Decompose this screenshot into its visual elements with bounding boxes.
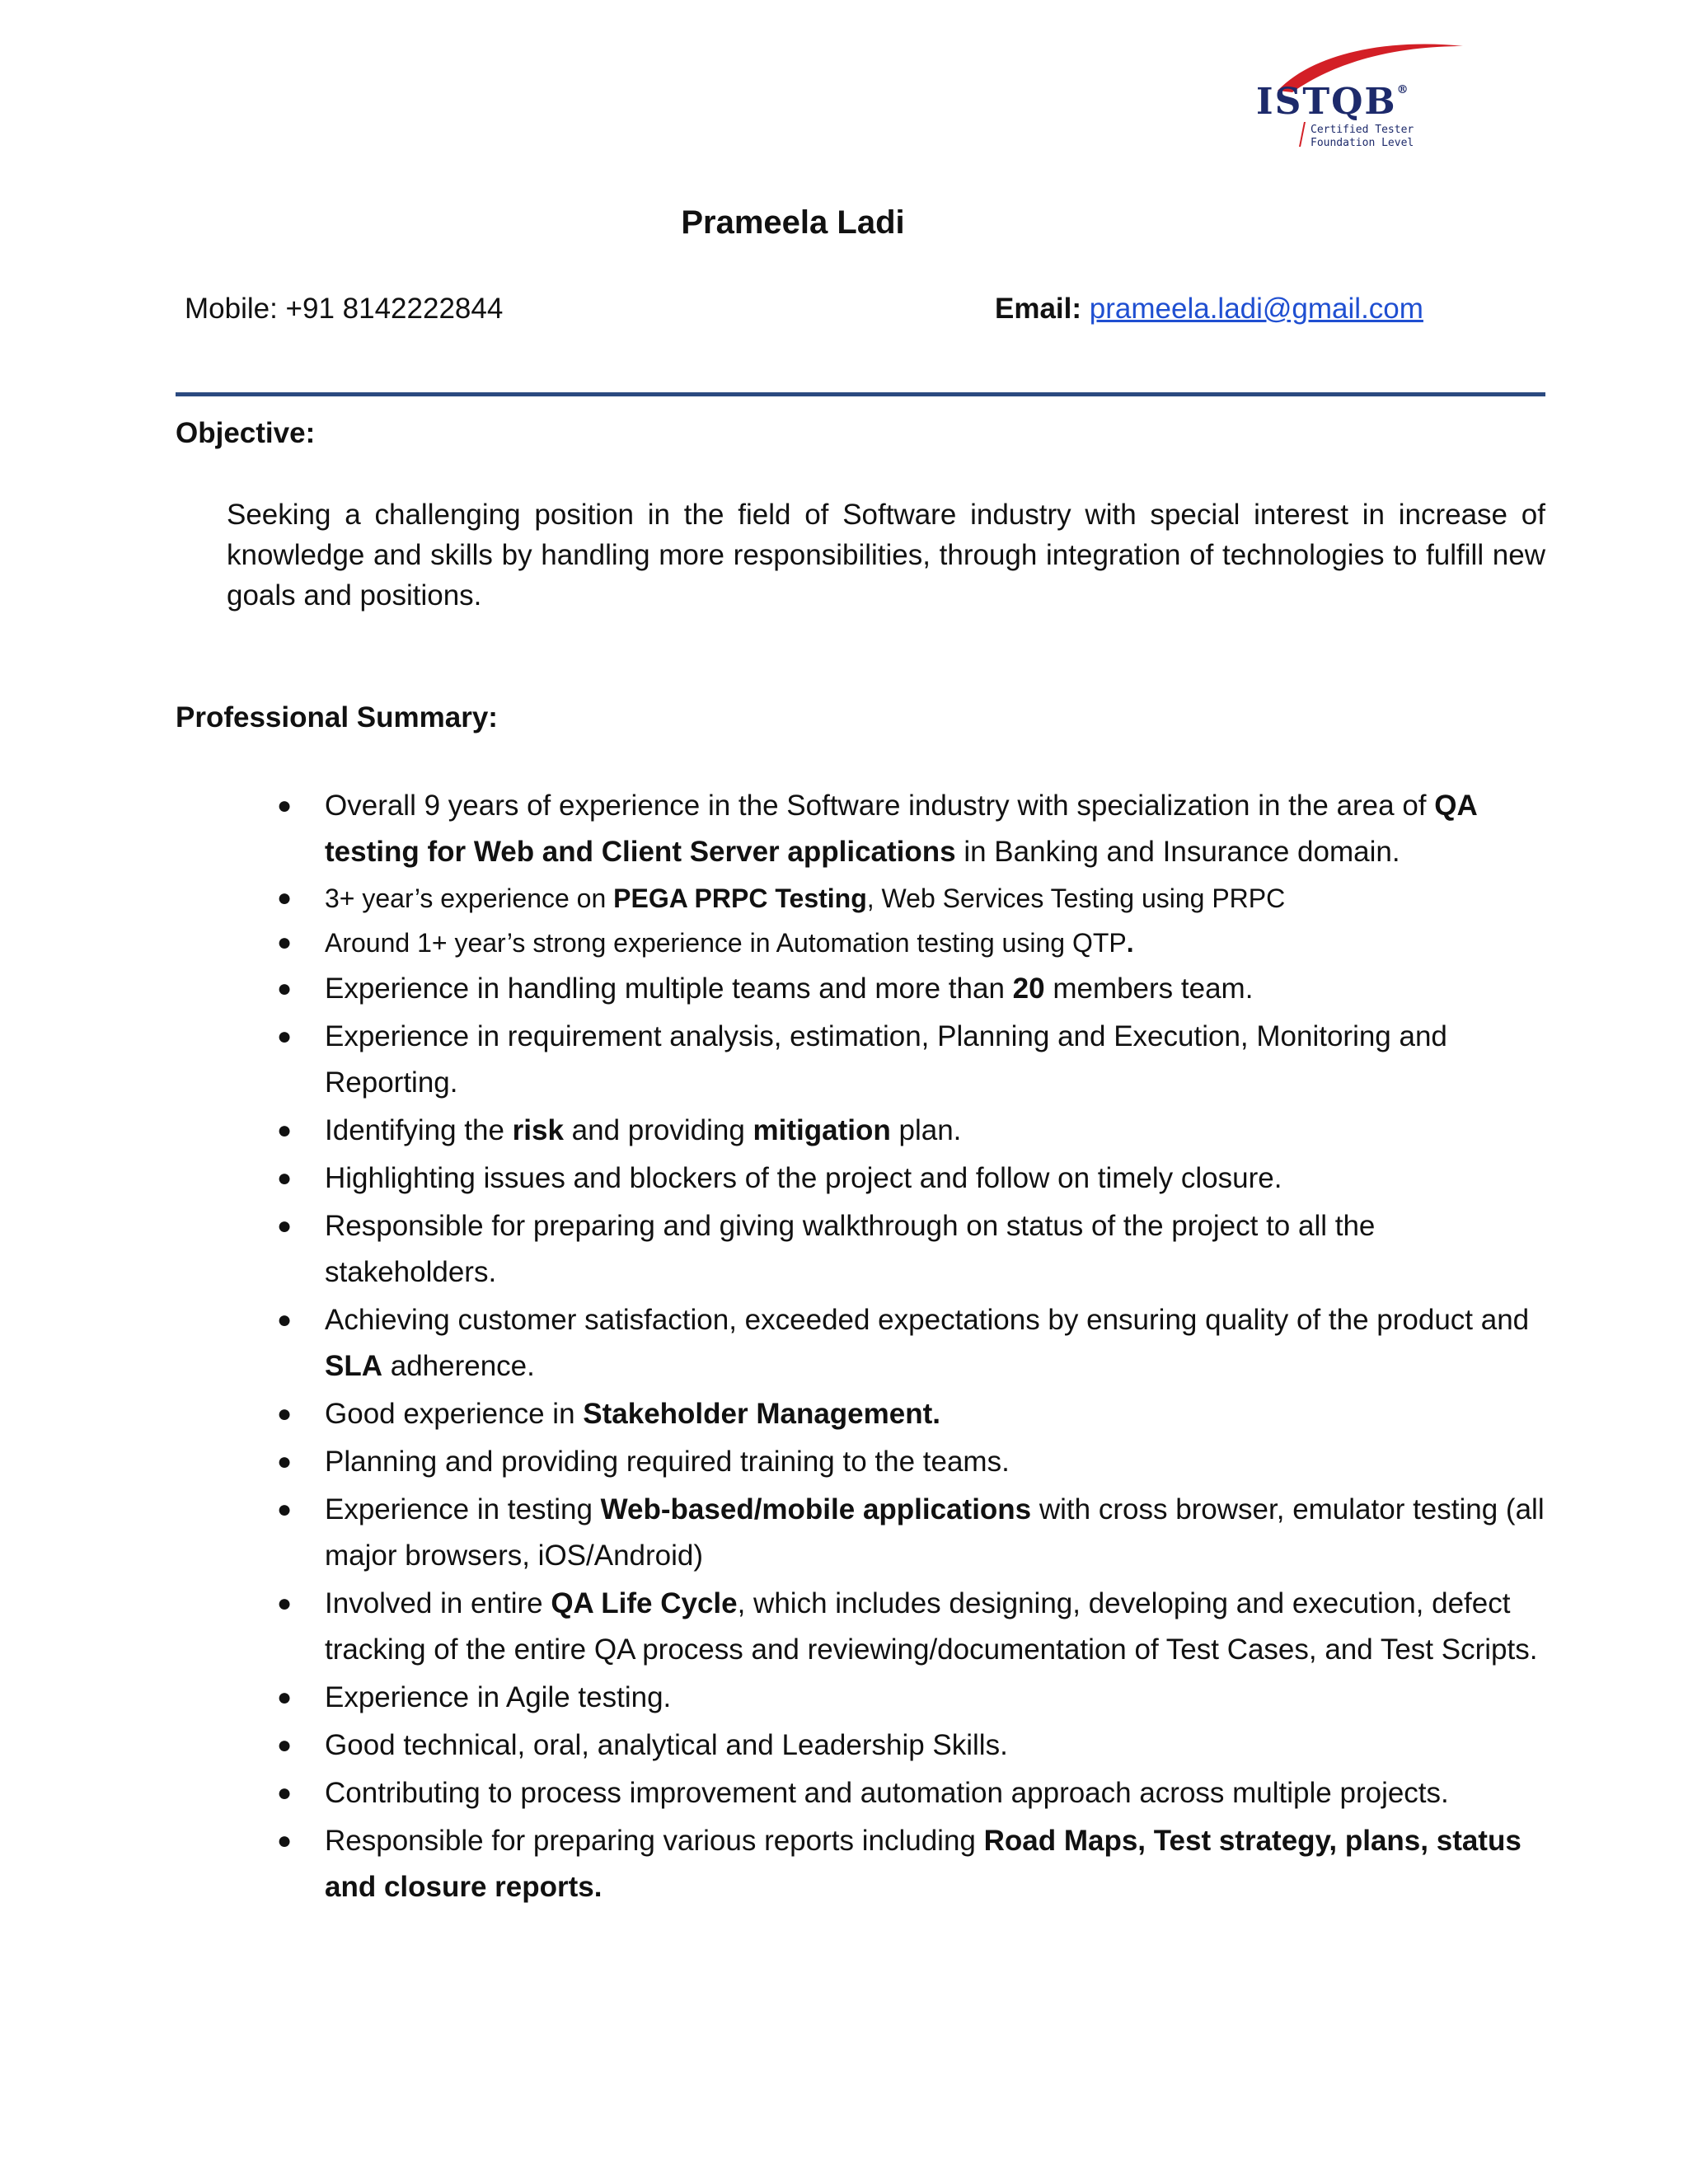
bullet-icon: ● bbox=[277, 1212, 293, 1240]
summary-item-text: Achieving customer satisfaction, exceeded expectations by ensuring quality of the product and bbox=[325, 1304, 1530, 1336]
summary-item-text: with cross browser, emulator testing (all major browsers, iOS/Android) bbox=[325, 1493, 1545, 1572]
bullet-icon: ● bbox=[277, 975, 293, 1002]
logo-tagline: Certified Tester Foundation Level bbox=[1311, 124, 1414, 149]
summary-item-text: Web-based/mobile applications bbox=[600, 1493, 1032, 1526]
summary-item bbox=[0, 877, 1550, 920]
summary-item-text: Highlighting issues and blockers of the project and follow on timely closure. bbox=[325, 1162, 1282, 1194]
summary-item-text: Experience in testing bbox=[325, 1493, 601, 1526]
bullet-icon: ● bbox=[277, 1590, 293, 1617]
bullet-icon: ● bbox=[277, 1165, 293, 1192]
summary-item-text: Responsible for preparing and giving walkthrough on status of the project to all the stakeholders. bbox=[325, 1210, 1376, 1288]
summary-item bbox=[0, 1108, 1550, 1154]
objective-heading: Objective: bbox=[176, 417, 316, 449]
summary-item-text: Identifying the bbox=[325, 1114, 513, 1146]
bullet-icon: ● bbox=[277, 1400, 293, 1427]
summary-item-text: Around 1+ year’s strong experience in Automation testing using QTP bbox=[325, 928, 1127, 958]
summary-item bbox=[0, 1391, 1550, 1437]
istqb-logo bbox=[1245, 40, 1467, 163]
summary-item bbox=[0, 1818, 1550, 1910]
bullet-icon: ● bbox=[277, 1496, 293, 1523]
summary-item-text: Good experience in bbox=[325, 1398, 584, 1430]
summary-item-text: QA Life Cycle bbox=[551, 1587, 738, 1619]
summary-item-text: Good technical, oral, analytical and Leadership Skills. bbox=[325, 1729, 1008, 1761]
bullet-icon: ● bbox=[277, 1117, 293, 1144]
summary-item-text: Stakeholder Management. bbox=[583, 1398, 940, 1430]
summary-item-text: SLA bbox=[325, 1350, 382, 1382]
summary-item bbox=[0, 1675, 1550, 1721]
summary-item-text: in Banking and Insurance domain. bbox=[955, 836, 1400, 868]
bullet-icon: ● bbox=[277, 929, 293, 956]
summary-item-text: Overall 9 years of experience in the Software industry with specialization in the area of bbox=[325, 790, 1435, 822]
bullet-icon: ● bbox=[277, 1684, 293, 1711]
summary-item bbox=[0, 1297, 1550, 1390]
bullet-icon: ● bbox=[277, 1448, 293, 1475]
summary-item-text: . bbox=[1126, 928, 1134, 958]
summary-item-text: 20 bbox=[1012, 972, 1045, 1005]
summary-item-text: and providing bbox=[563, 1114, 753, 1146]
summary-item bbox=[0, 1014, 1550, 1106]
summary-item-text: Road Maps, Test strategy, plans, status and closure reports. bbox=[325, 1825, 1522, 1903]
summary-item bbox=[0, 1722, 1550, 1769]
summary-item bbox=[0, 1487, 1550, 1579]
bullet-icon: ● bbox=[277, 1023, 293, 1050]
summary-item bbox=[0, 1439, 1550, 1485]
summary-item-text: PEGA PRPC Testing bbox=[613, 883, 867, 913]
summary-item-text: mitigation bbox=[753, 1114, 891, 1146]
header-divider bbox=[176, 392, 1545, 396]
summary-item-text: Involved in entire bbox=[325, 1587, 551, 1619]
summary-item bbox=[0, 966, 1550, 1012]
summary-item-text: Contributing to process improvement and automation approach across multiple projects. bbox=[325, 1777, 1449, 1809]
summary-item-text: Experience in requirement analysis, estimation, Planning and Execution, Monitoring and Reporting. bbox=[325, 1020, 1447, 1099]
bullet-icon: ● bbox=[277, 1779, 293, 1807]
summary-item-text: 3+ year’s experience on bbox=[325, 883, 614, 913]
bullet-icon: ● bbox=[277, 1827, 293, 1854]
summary-item bbox=[0, 1203, 1550, 1296]
candidate-name: Prameela Ladi bbox=[681, 204, 905, 241]
summary-item-text: risk bbox=[512, 1114, 564, 1146]
summary-item bbox=[0, 1155, 1550, 1202]
email-link[interactable]: prameela.ladi@gmail.com bbox=[1089, 293, 1423, 325]
objective-text: Seeking a challenging position in the field of Software industry with special interest in increase of knowledge and skills by handling more responsibilities, through integration of technologies to fulfill new goals and positions. bbox=[227, 499, 1545, 612]
bullet-icon: ● bbox=[277, 884, 293, 912]
logo-red-mark-icon bbox=[1299, 122, 1306, 147]
summary-item-text: plan. bbox=[890, 1114, 962, 1146]
logo-wordmark: ISTQB® bbox=[1256, 81, 1410, 123]
summary-item-text: , which includes designing, developing and execution, defect tracking of the entire QA process and reviewing/documentation of Test Cases, and Test Scripts. bbox=[325, 1587, 1538, 1666]
bullet-icon: ● bbox=[277, 1732, 293, 1759]
summary-item-text: Experience in Agile testing. bbox=[325, 1681, 672, 1713]
summary-item-text: , Web Services Testing using PRPC bbox=[866, 883, 1286, 913]
summary-item-text: QA testing for Web and Client Server applications bbox=[325, 790, 1477, 868]
summary-item-text: Planning and providing required training to the teams. bbox=[325, 1446, 1010, 1478]
summary-list bbox=[0, 783, 1550, 1912]
email-label: Email: bbox=[995, 293, 1082, 325]
summary-item bbox=[0, 1770, 1550, 1816]
bullet-icon: ● bbox=[277, 792, 293, 819]
mobile-number: Mobile: +91 8142222844 bbox=[185, 293, 504, 325]
summary-item-text: members team. bbox=[1044, 972, 1254, 1005]
summary-heading: Professional Summary: bbox=[176, 701, 498, 733]
summary-item bbox=[0, 1581, 1550, 1673]
summary-item-text: Experience in handling multiple teams and more than bbox=[325, 972, 1013, 1005]
summary-item bbox=[0, 783, 1550, 875]
summary-item-text: adherence. bbox=[382, 1350, 535, 1382]
email-contact bbox=[995, 293, 1423, 326]
summary-item bbox=[0, 921, 1550, 964]
bullet-icon: ● bbox=[277, 1306, 293, 1333]
summary-item-text: Responsible for preparing various reports including bbox=[325, 1825, 984, 1857]
